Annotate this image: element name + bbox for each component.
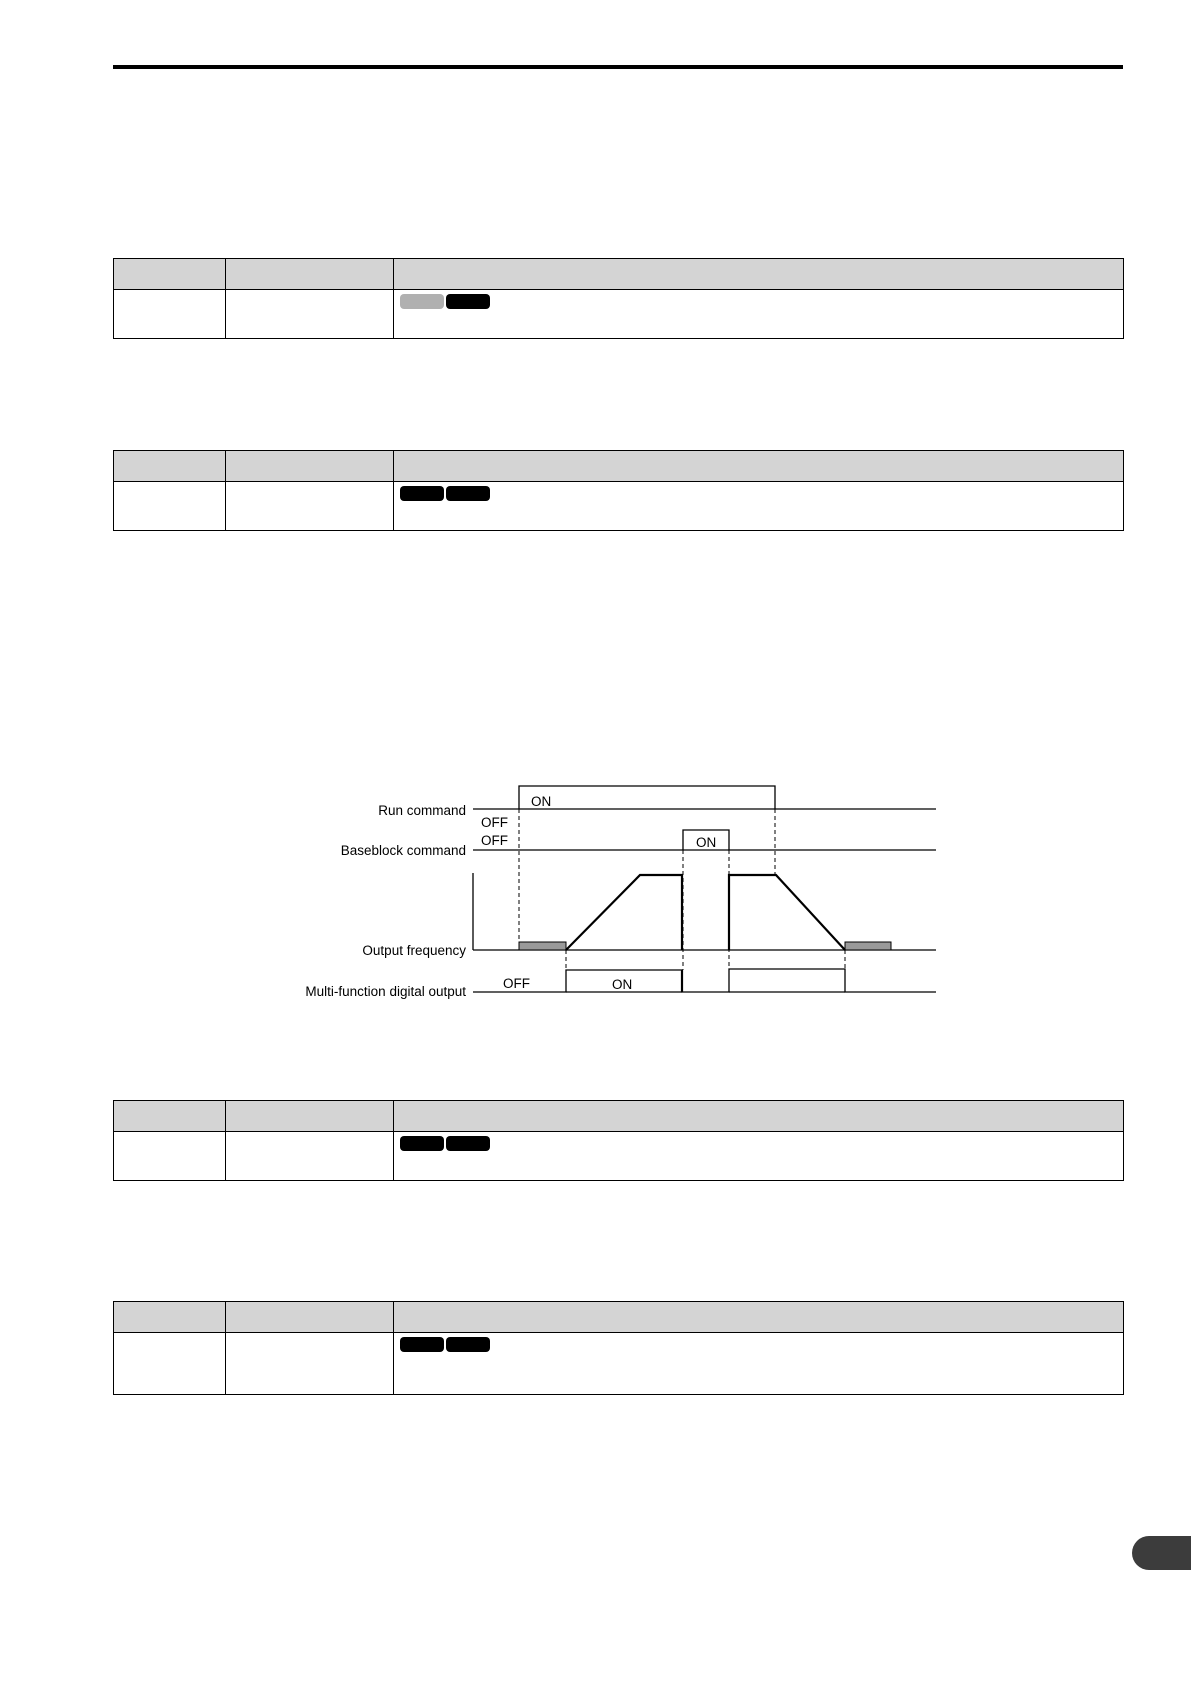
mode-badge-dark bbox=[400, 1136, 444, 1151]
baseblock-on-label: ON bbox=[696, 835, 717, 850]
mode-badge-gray bbox=[400, 294, 444, 309]
mode-badge-dark bbox=[446, 486, 490, 501]
header-cell bbox=[226, 1302, 394, 1333]
table-cell bbox=[394, 1333, 1124, 1395]
run-on-label: ON bbox=[531, 794, 552, 809]
table-cell bbox=[114, 290, 226, 339]
header-cell bbox=[394, 259, 1124, 290]
table-cell bbox=[394, 1132, 1124, 1181]
chapter-tab bbox=[1132, 1536, 1191, 1570]
baseblock-off-label: OFF bbox=[481, 833, 508, 848]
header-cell bbox=[226, 1101, 394, 1132]
mode-badge-dark bbox=[400, 1337, 444, 1352]
output-on-label: ON bbox=[612, 977, 633, 992]
header-cell bbox=[394, 451, 1124, 482]
parameter-table-3 bbox=[113, 1100, 1124, 1181]
table-cell bbox=[394, 482, 1124, 531]
table-row bbox=[114, 1333, 1124, 1395]
output-frequency-label: Output frequency bbox=[362, 943, 466, 958]
table-header-row bbox=[114, 1101, 1124, 1132]
digital-output-label: Multi-function digital output bbox=[305, 984, 466, 999]
header-cell bbox=[114, 259, 226, 290]
frequency-trace-resume bbox=[729, 875, 845, 950]
baseblock-command-label: Baseblock command bbox=[340, 843, 466, 858]
table-header-row bbox=[114, 1302, 1124, 1333]
frequency-trace-run bbox=[566, 875, 682, 950]
table-cell bbox=[226, 1132, 394, 1181]
table-cell bbox=[226, 290, 394, 339]
table-cell bbox=[114, 1132, 226, 1181]
header-cell bbox=[114, 1302, 226, 1333]
frequency-dc-bar-end bbox=[845, 942, 891, 950]
mode-badge-dark bbox=[446, 1136, 490, 1151]
table-row bbox=[114, 290, 1124, 339]
table-row bbox=[114, 482, 1124, 531]
table-header-row bbox=[114, 451, 1124, 482]
output-off-label: OFF bbox=[503, 976, 530, 991]
header-cell bbox=[114, 1101, 226, 1132]
table-cell bbox=[394, 290, 1124, 339]
header-cell bbox=[226, 451, 394, 482]
mode-badge-dark bbox=[446, 294, 490, 309]
mode-badge-dark bbox=[400, 486, 444, 501]
header-cell bbox=[394, 1302, 1124, 1333]
run-command-trace bbox=[473, 786, 936, 809]
table-cell bbox=[114, 1333, 226, 1395]
header-rule bbox=[113, 65, 1123, 69]
parameter-table-1 bbox=[113, 258, 1124, 339]
timing-reference-lines bbox=[519, 809, 845, 970]
run-off-label: OFF bbox=[481, 815, 508, 830]
header-cell bbox=[114, 451, 226, 482]
table-row bbox=[114, 1132, 1124, 1181]
table-cell bbox=[226, 482, 394, 531]
digital-output-trace bbox=[473, 969, 936, 992]
frequency-dc-bar-start bbox=[519, 942, 566, 950]
parameter-table-2 bbox=[113, 450, 1124, 531]
mode-badge-dark bbox=[446, 1337, 490, 1352]
table-cell bbox=[114, 482, 226, 531]
header-cell bbox=[394, 1101, 1124, 1132]
baseblock-command-trace bbox=[473, 830, 936, 850]
parameter-table-4 bbox=[113, 1301, 1124, 1395]
table-header-row bbox=[114, 259, 1124, 290]
run-command-label: Run command bbox=[378, 803, 466, 818]
header-cell bbox=[226, 259, 394, 290]
table-cell bbox=[226, 1333, 394, 1395]
